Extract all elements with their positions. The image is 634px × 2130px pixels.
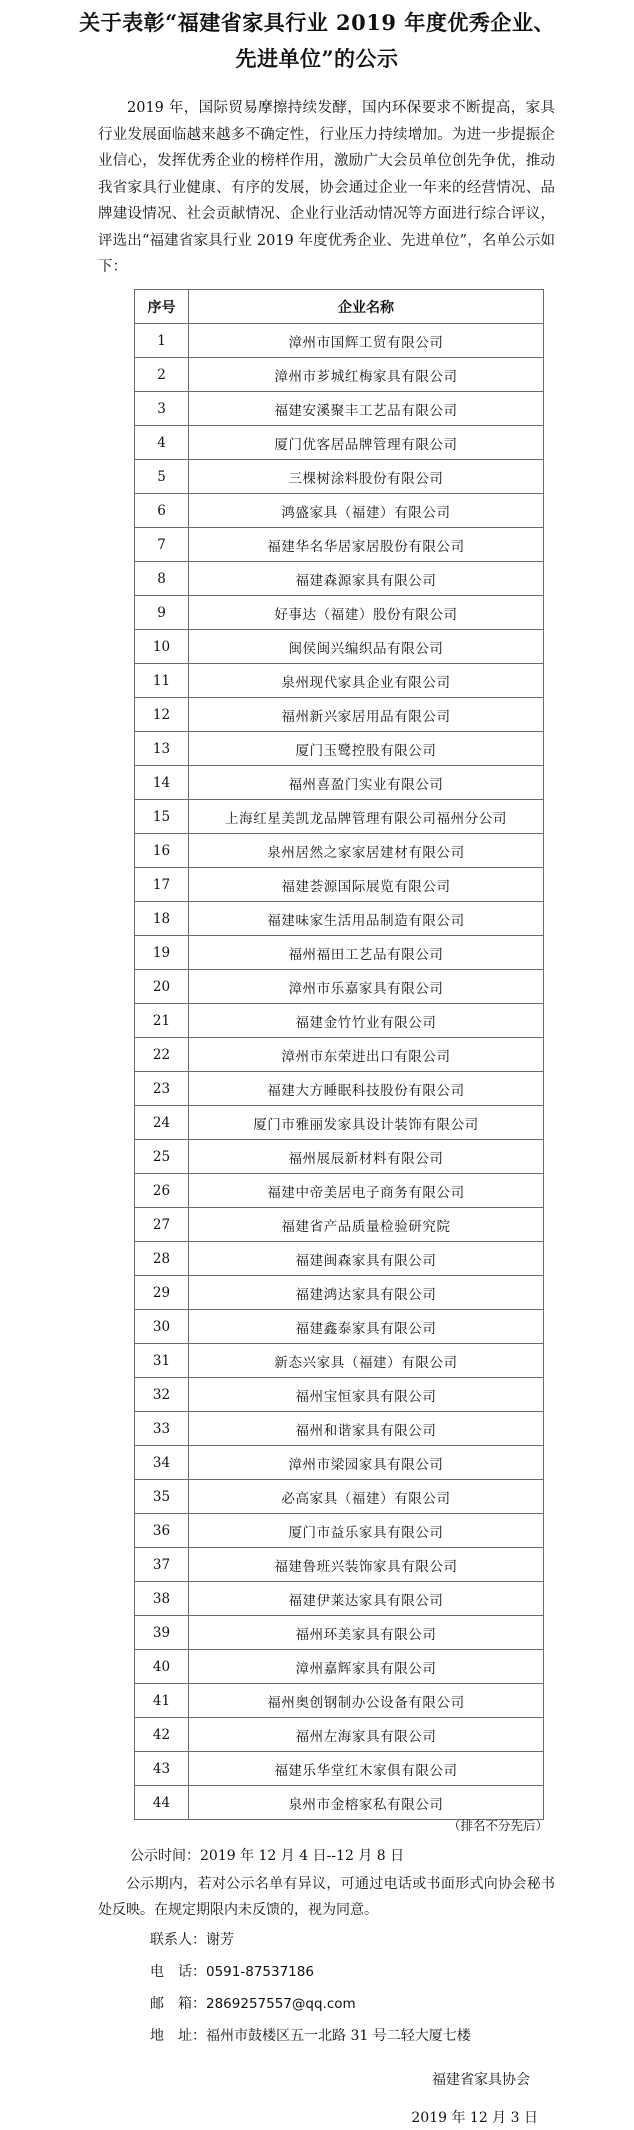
row-serial-number: 15 <box>135 800 189 834</box>
row-serial-number: 24 <box>135 1106 189 1140</box>
table-row <box>135 698 544 732</box>
signature-date: 2019 年 12 月 3 日 <box>411 2110 538 2126</box>
table-row <box>135 426 544 460</box>
row-company-name: 漳州市梁园家具有限公司 <box>189 1446 544 1480</box>
table-row <box>135 596 544 630</box>
header-serial-number: 序号 <box>135 290 189 324</box>
table-row <box>135 1616 544 1650</box>
table-row <box>135 664 544 698</box>
ranking-note: （排名不分先后） <box>447 1818 548 1833</box>
row-company-name: 福州喜盈门实业有限公司 <box>189 766 544 800</box>
row-company-name: 福州福田工艺品有限公司 <box>189 936 544 970</box>
row-serial-number: 8 <box>135 562 189 596</box>
award-list-table <box>134 289 544 1820</box>
contact-email-value: 2869257557@qq.com <box>206 1996 356 2012</box>
row-serial-number: 21 <box>135 1004 189 1038</box>
row-serial-number: 18 <box>135 902 189 936</box>
table-row <box>135 1106 544 1140</box>
table-row <box>135 1446 544 1480</box>
row-serial-number: 2 <box>135 358 189 392</box>
row-company-name: 泉州居然之家家居建材有限公司 <box>189 834 544 868</box>
row-serial-number: 33 <box>135 1412 189 1446</box>
table-row <box>135 834 544 868</box>
contact-phone-label: 电 话： <box>150 1964 206 1980</box>
table-row <box>135 1174 544 1208</box>
row-company-name: 福州左海家具有限公司 <box>189 1718 544 1752</box>
row-serial-number: 39 <box>135 1616 189 1650</box>
row-serial-number: 20 <box>135 970 189 1004</box>
row-serial-number: 12 <box>135 698 189 732</box>
row-company-name: 新态兴家具（福建）有限公司 <box>189 1344 544 1378</box>
row-company-name: 福建大方睡眠科技股份有限公司 <box>189 1072 544 1106</box>
row-serial-number: 43 <box>135 1752 189 1786</box>
row-company-name: 三棵树涂料股份有限公司 <box>189 460 544 494</box>
row-company-name: 厦门市雅丽发家具设计装饰有限公司 <box>189 1106 544 1140</box>
row-company-name: 福建森源家具有限公司 <box>189 562 544 596</box>
row-company-name: 福建鲁班兴装饰家具有限公司 <box>189 1548 544 1582</box>
row-company-name: 漳州市芗城红梅家具有限公司 <box>189 358 544 392</box>
row-serial-number: 35 <box>135 1480 189 1514</box>
row-serial-number: 11 <box>135 664 189 698</box>
contact-address-label: 地 址： <box>150 2028 206 2044</box>
header-company-name: 企业名称 <box>189 290 544 324</box>
table-row <box>135 936 544 970</box>
table-row <box>135 1752 544 1786</box>
table-row <box>135 1684 544 1718</box>
table-row <box>135 324 544 358</box>
row-serial-number: 23 <box>135 1072 189 1106</box>
row-serial-number: 13 <box>135 732 189 766</box>
row-company-name: 厦门玉鹭控股有限公司 <box>189 732 544 766</box>
table-row <box>135 630 544 664</box>
row-serial-number: 41 <box>135 1684 189 1718</box>
table-row <box>135 460 544 494</box>
row-serial-number: 17 <box>135 868 189 902</box>
row-serial-number: 14 <box>135 766 189 800</box>
table-row <box>135 1242 544 1276</box>
document-title-line1: 关于表彰“福建省家具行业 2019 年度优秀企业、 <box>79 10 555 35</box>
table-row <box>135 494 544 528</box>
contact-phone <box>150 1960 314 1984</box>
row-serial-number: 29 <box>135 1276 189 1310</box>
row-serial-number: 1 <box>135 324 189 358</box>
row-company-name: 厦门市益乐家具有限公司 <box>189 1514 544 1548</box>
row-company-name: 福建中帝美居电子商务有限公司 <box>189 1174 544 1208</box>
table-row <box>135 1004 544 1038</box>
row-company-name: 漳州市东荣进出口有限公司 <box>189 1038 544 1072</box>
contact-email-label: 邮 箱： <box>150 1996 206 2012</box>
row-serial-number: 36 <box>135 1514 189 1548</box>
row-company-name: 漳州市乐嘉家具有限公司 <box>189 970 544 1004</box>
table-row <box>135 732 544 766</box>
row-company-name: 福建乐华堂红木家俱有限公司 <box>189 1752 544 1786</box>
table-row <box>135 1514 544 1548</box>
contact-phone-value: 0591-87537186 <box>206 1964 314 1980</box>
table-row <box>135 1378 544 1412</box>
row-serial-number: 10 <box>135 630 189 664</box>
table-row <box>135 1140 544 1174</box>
row-serial-number: 22 <box>135 1038 189 1072</box>
table-row <box>135 1344 544 1378</box>
row-serial-number: 9 <box>135 596 189 630</box>
row-serial-number: 31 <box>135 1344 189 1378</box>
table-row <box>135 1208 544 1242</box>
row-company-name: 鸿盛家具（福建）有限公司 <box>189 494 544 528</box>
table-row <box>135 562 544 596</box>
row-company-name: 厦门优客居品牌管理有限公司 <box>189 426 544 460</box>
row-company-name: 福建省产品质量检验研究院 <box>189 1208 544 1242</box>
table-row <box>135 1582 544 1616</box>
row-serial-number: 26 <box>135 1174 189 1208</box>
row-serial-number: 6 <box>135 494 189 528</box>
row-company-name: 福州宝恒家具有限公司 <box>189 1378 544 1412</box>
table-row <box>135 1038 544 1072</box>
table-row <box>135 1548 544 1582</box>
table-row <box>135 868 544 902</box>
contact-address-value: 福州市鼓楼区五一北路 31 号二轻大厦七楼 <box>206 2028 471 2044</box>
table-row <box>135 766 544 800</box>
row-company-name: 福建金竹竹业有限公司 <box>189 1004 544 1038</box>
table-row <box>135 1786 544 1820</box>
document-title-line2: 先进单位”的公示 <box>235 46 399 71</box>
row-company-name: 福建荟源国际展览有限公司 <box>189 868 544 902</box>
contact-person-label: 联系人： <box>150 1932 206 1948</box>
contact-person-value: 谢芳 <box>206 1932 234 1948</box>
row-serial-number: 40 <box>135 1650 189 1684</box>
signature-organization: 福建省家具协会 <box>432 2072 530 2088</box>
row-company-name: 泉州市金榕家私有限公司 <box>189 1786 544 1820</box>
table-row <box>135 1276 544 1310</box>
intro-paragraph: 2019 年，国际贸易摩擦持续发酵，国内环保要求不断提高，家具行业发展面临越来越多不确定性，行业压力持续增加。为进一步提振企业信心，发挥优秀企业的榜样作用，激励广大会员单位创先争优，推动我省家具行业健康、有序的发展，协会通过企业一年来的经营情况、品牌建设情况、社会贡献情况、企业行业活动情况等方面进行综合评议，评选出“福建省家具行业 2019 年度优秀企业、先进单位”，名单公示如下： <box>98 100 555 275</box>
row-company-name: 福建华名华居家居股份有限公司 <box>189 528 544 562</box>
table-row <box>135 800 544 834</box>
row-serial-number: 3 <box>135 392 189 426</box>
objection-paragraph: 公示期内，若对公示名单有异议，可通过电话或书面形式向协会秘书处反映。在规定期限内未反馈的，视为同意。 <box>98 1876 555 1918</box>
row-serial-number: 38 <box>135 1582 189 1616</box>
row-company-name: 好事达（福建）股份有限公司 <box>189 596 544 630</box>
award-list-body <box>135 324 544 1820</box>
row-company-name: 福州环美家具有限公司 <box>189 1616 544 1650</box>
row-serial-number: 16 <box>135 834 189 868</box>
table-row <box>135 528 544 562</box>
table-row <box>135 1650 544 1684</box>
row-serial-number: 28 <box>135 1242 189 1276</box>
row-company-name: 必高家具（福建）有限公司 <box>189 1480 544 1514</box>
row-company-name: 闽侯闽兴编织品有限公司 <box>189 630 544 664</box>
row-serial-number: 4 <box>135 426 189 460</box>
row-company-name: 福建闽森家具有限公司 <box>189 1242 544 1276</box>
contact-person <box>150 1928 234 1952</box>
row-company-name: 上海红星美凯龙品牌管理有限公司福州分公司 <box>189 800 544 834</box>
row-company-name: 漳州嘉辉家具有限公司 <box>189 1650 544 1684</box>
row-serial-number: 5 <box>135 460 189 494</box>
row-company-name: 福建伊莱达家具有限公司 <box>189 1582 544 1616</box>
row-serial-number: 25 <box>135 1140 189 1174</box>
row-company-name: 福建鑫泰家具有限公司 <box>189 1310 544 1344</box>
table-row <box>135 358 544 392</box>
row-company-name: 福建安溪聚丰工艺品有限公司 <box>189 392 544 426</box>
table-row <box>135 970 544 1004</box>
row-company-name: 漳州市国辉工贸有限公司 <box>189 324 544 358</box>
row-company-name: 福州新兴家居用品有限公司 <box>189 698 544 732</box>
table-row <box>135 1480 544 1514</box>
row-serial-number: 44 <box>135 1786 189 1820</box>
table-row <box>135 1718 544 1752</box>
row-company-name: 福建鸿达家具有限公司 <box>189 1276 544 1310</box>
row-serial-number: 7 <box>135 528 189 562</box>
table-row <box>135 1412 544 1446</box>
table-header-row <box>135 290 544 324</box>
table-row <box>135 1310 544 1344</box>
row-company-name: 泉州现代家具企业有限公司 <box>189 664 544 698</box>
row-serial-number: 42 <box>135 1718 189 1752</box>
row-company-name: 福州奥创钢制办公设备有限公司 <box>189 1684 544 1718</box>
notice-period: 公示时间：2019 年 12 月 4 日--12 月 8 日 <box>130 1848 405 1864</box>
table-row <box>135 1072 544 1106</box>
row-serial-number: 32 <box>135 1378 189 1412</box>
contact-email <box>150 1992 356 2016</box>
contact-address <box>150 2024 471 2048</box>
row-serial-number: 37 <box>135 1548 189 1582</box>
row-serial-number: 19 <box>135 936 189 970</box>
row-company-name: 福州和谐家具有限公司 <box>189 1412 544 1446</box>
row-serial-number: 34 <box>135 1446 189 1480</box>
table-row <box>135 902 544 936</box>
row-serial-number: 27 <box>135 1208 189 1242</box>
row-serial-number: 30 <box>135 1310 189 1344</box>
row-company-name: 福州展辰新材料有限公司 <box>189 1140 544 1174</box>
row-company-name: 福建味家生活用品制造有限公司 <box>189 902 544 936</box>
table-row <box>135 392 544 426</box>
